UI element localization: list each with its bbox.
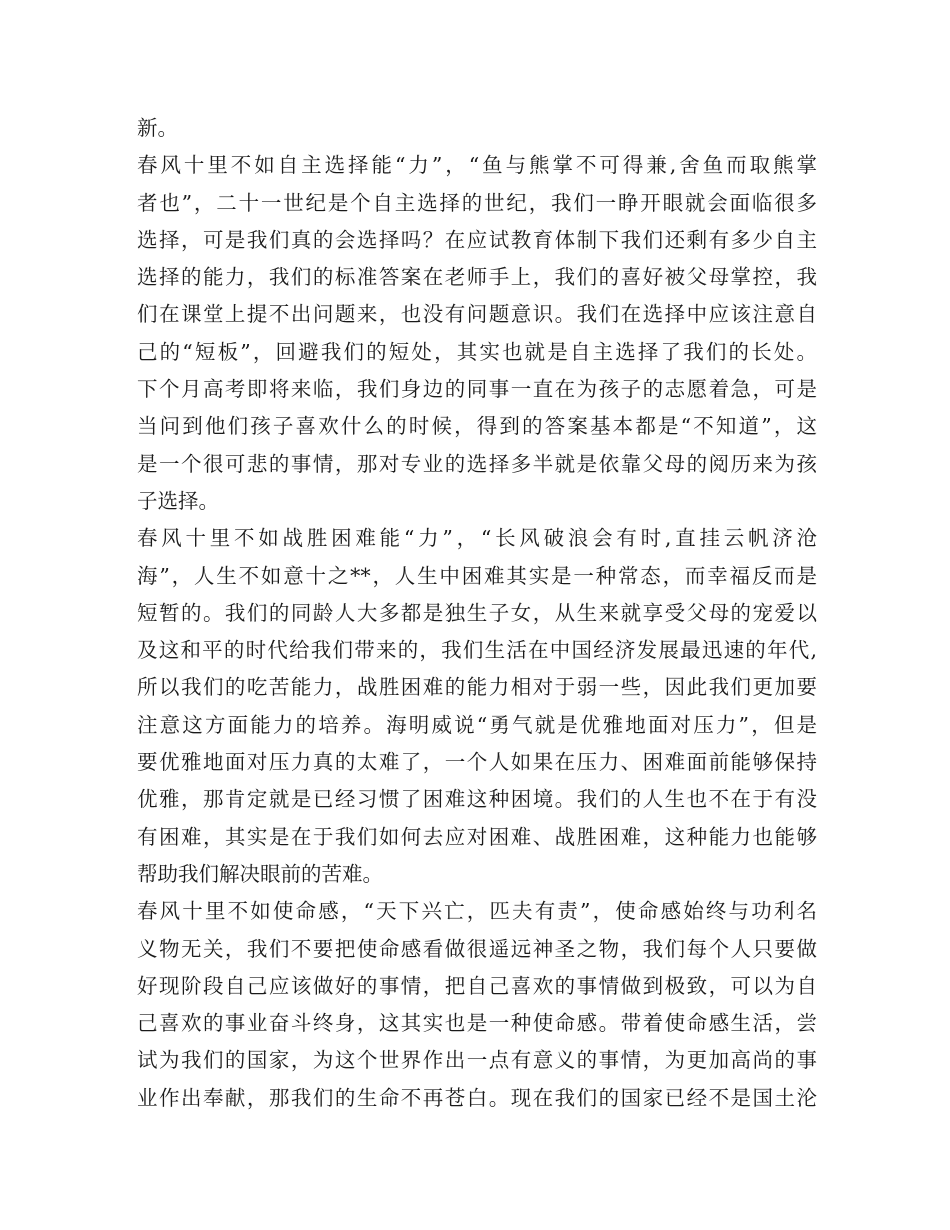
- text-line: 当问到他们孩子喜欢什么的时候，得到的答案基本都是“不知道”，这: [137, 414, 817, 439]
- text-line: 选择，可是我们真的会选择吗？在应试教育体制下我们还剩有多少自主: [137, 227, 817, 252]
- text-line: 海”，人生不如意十之**，人生中困难其实是一种常态，而幸福反而是: [137, 563, 817, 588]
- text-line: 有困难，其实是在于我们如何去应对困难、战胜困难，这种能力也能够: [137, 824, 817, 849]
- text-line: 试为我们的国家，为这个世界作出一点有意义的事情，为更加高尚的事: [137, 1048, 817, 1073]
- text-line: 好现阶段自己应该做好的事情，把自己喜欢的事情做到极致，可以为自: [137, 973, 817, 998]
- text-line: 及这和平的时代给我们带来的，我们生活在中国经济发展最迅速的年代,: [137, 638, 817, 663]
- text-line: 注意这方面能力的培养。海明威说“勇气就是优雅地面对压力”，但是: [137, 712, 817, 737]
- text-line: 所以我们的吃苦能力，战胜困难的能力相对于弱一些，因此我们更加要: [137, 675, 817, 700]
- text-line: 选择的能力，我们的标准答案在老师手上，我们的喜好被父母掌控，我: [137, 265, 817, 290]
- text-line: 业作出奉献，那我们的生命不再苍白。现在我们的国家已经不是国土沦: [137, 1085, 817, 1110]
- text-line: 子选择。: [137, 488, 219, 513]
- text-line: 帮助我们解决眼前的苦难。: [137, 861, 383, 886]
- text-line: 义物无关，我们不要把使命感看做很遥远神圣之物，我们每个人只要做: [137, 936, 817, 961]
- text-line: 春风十里不如自主选择能“力”，“鱼与熊掌不可得兼,舍鱼而取熊掌: [137, 153, 817, 178]
- text-line: 要优雅地面对压力真的太难了，一个人如果在压力、困难面前能够保持: [137, 750, 817, 775]
- text-line: 新。: [137, 116, 178, 140]
- text-line: 己喜欢的事业奋斗终身，这其实也是一种使命感。带着使命感生活，尝: [137, 1011, 817, 1036]
- text-line: 们在课堂上提不出问题来，也没有问题意识。我们在选择中应该注意自: [137, 302, 817, 327]
- text-line: 下个月高考即将来临，我们身边的同事一直在为孩子的志愿着急，可是: [137, 377, 817, 402]
- body-text: [137, 110, 817, 1117]
- text-line: 短暂的。我们的同龄人大多都是独生子女，从生来就享受父母的宠爱以: [137, 600, 817, 625]
- text-line: 是一个很可悲的事情，那对专业的选择多半就是依靠父母的阅历来为孩: [137, 451, 817, 476]
- text-line: 优雅，那肯定就是已经习惯了困难这种困境。我们的人生也不在于有没: [137, 787, 817, 812]
- text-line: 己的“短板”，回避我们的短处，其实也就是自主选择了我们的长处。: [137, 339, 817, 364]
- text-line: 春风十里不如使命感，“天下兴亡，匹夫有责”，使命感始终与功利名: [137, 899, 817, 924]
- text-line: 春风十里不如战胜困难能“力”，“长风破浪会有时,直挂云帆济沧: [137, 526, 817, 551]
- text-line: 者也”，二十一世纪是个自主选择的世纪，我们一睁开眼就会面临很多: [137, 190, 817, 215]
